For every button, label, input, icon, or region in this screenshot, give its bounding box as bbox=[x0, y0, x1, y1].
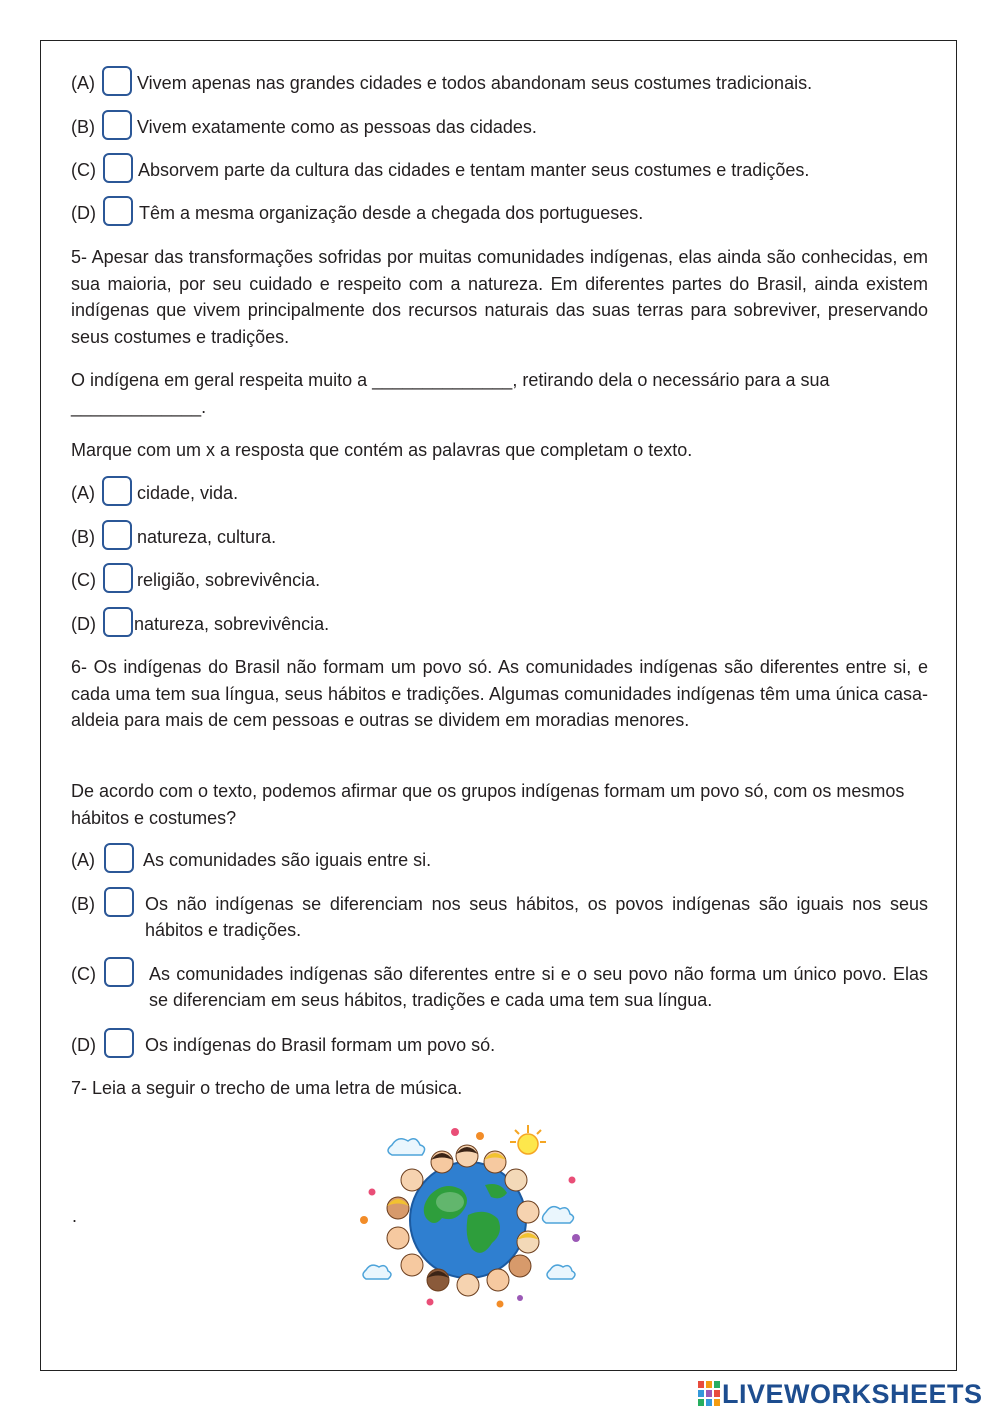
answer-checkbox[interactable] bbox=[104, 957, 134, 987]
option-label: (D) bbox=[71, 1035, 96, 1055]
q5-instruction: Marque com um x a resposta que contém as palavras que completam o texto. bbox=[71, 440, 693, 460]
q5-fill-line-1: O indígena em geral respeita muito a ______________, retirando dela o necessário para a sua bbox=[71, 370, 830, 390]
option-label: (A) bbox=[71, 73, 95, 93]
option-text: Absorvem parte da cultura das cidades e tentam manter seus costumes e tradições. bbox=[138, 160, 810, 180]
option-text: cidade, vida. bbox=[137, 483, 239, 503]
liveworksheets-logo bbox=[698, 1378, 983, 1410]
option-text: natureza, cultura. bbox=[137, 527, 277, 547]
option-text: Os indígenas do Brasil formam um povo só. bbox=[145, 1035, 496, 1055]
option-text: Vivem exatamente como as pessoas das cidades. bbox=[137, 117, 537, 137]
answer-checkbox[interactable] bbox=[104, 887, 134, 917]
option-label: (D) bbox=[71, 203, 96, 223]
option-label: (C) bbox=[71, 160, 96, 180]
q5-passage: 5- Apesar das transformações sofridas por muitas comunidades indígenas, elas ainda são conhecidas, em sua maioria, por seu cuidado e respeito com a natureza. Em diferentes partes do Brasil, ainda existem indígenas que vivem principalmente dos recursos naturais das suas terras para sobreviver, preservando seus costumes e tradições. bbox=[71, 247, 928, 347]
answer-checkbox[interactable] bbox=[102, 520, 132, 550]
q7-prompt: 7- Leia a seguir o trecho de uma letra de música. bbox=[71, 1078, 463, 1098]
option-text: Têm a mesma organização desde a chegada dos portugueses. bbox=[139, 203, 644, 223]
answer-checkbox[interactable] bbox=[103, 563, 133, 593]
option-text: religião, sobrevivência. bbox=[137, 570, 321, 590]
option-label: (C) bbox=[71, 964, 96, 984]
option-text: natureza, sobrevivência. bbox=[134, 614, 330, 634]
option-text: As comunidades indígenas são diferentes entre si e o seu povo não forma um único povo. Elas se diferenciam em seus hábitos, tradições e cada uma tem sua língua. bbox=[149, 964, 928, 1010]
answer-checkbox[interactable] bbox=[103, 607, 133, 637]
option-text: As comunidades são iguais entre si. bbox=[143, 850, 432, 870]
option-label: (A) bbox=[71, 850, 95, 870]
q6-question: De acordo com o texto, podemos afirmar que os grupos indígenas formam um povo só, com os mesmos hábitos e costumes? bbox=[71, 781, 905, 828]
logo-blocks-icon bbox=[698, 1381, 720, 1407]
answer-checkbox[interactable] bbox=[103, 196, 133, 226]
option-label: (B) bbox=[71, 894, 95, 914]
answer-checkbox[interactable] bbox=[102, 110, 132, 140]
answer-checkbox[interactable] bbox=[102, 476, 132, 506]
option-text: Os não indígenas se diferenciam nos seus hábitos, os povos indígenas são iguais nos seus hábitos e tradições. bbox=[145, 894, 928, 940]
answer-checkbox[interactable] bbox=[104, 843, 134, 873]
option-label: (A) bbox=[71, 483, 95, 503]
answer-checkbox[interactable] bbox=[104, 1028, 134, 1058]
option-text: Vivem apenas nas grandes cidades e todos abandonam seus costumes tradicionais. bbox=[137, 73, 813, 93]
stray-dot: . bbox=[72, 1206, 78, 1226]
option-label: (B) bbox=[71, 117, 95, 137]
q6-passage: 6- Os indígenas do Brasil não formam um povo só. As comunidades indígenas são diferentes entre si, e cada uma tem sua língua, seus hábitos e tradições. Algumas comunidades indígenas têm uma única casa-aldeia para mais de cem pessoas e outras se dividem em moradias menores. bbox=[71, 657, 928, 730]
option-label: (D) bbox=[71, 614, 96, 634]
option-label: (C) bbox=[71, 570, 96, 590]
answer-checkbox[interactable] bbox=[103, 153, 133, 183]
logo-text: LIVEWORKSHEETS bbox=[722, 1378, 983, 1409]
q5-fill-line-2: _____________. bbox=[71, 397, 207, 417]
children-around-globe-illustration bbox=[350, 1120, 586, 1310]
answer-checkbox[interactable] bbox=[102, 66, 132, 96]
option-label: (B) bbox=[71, 527, 95, 547]
